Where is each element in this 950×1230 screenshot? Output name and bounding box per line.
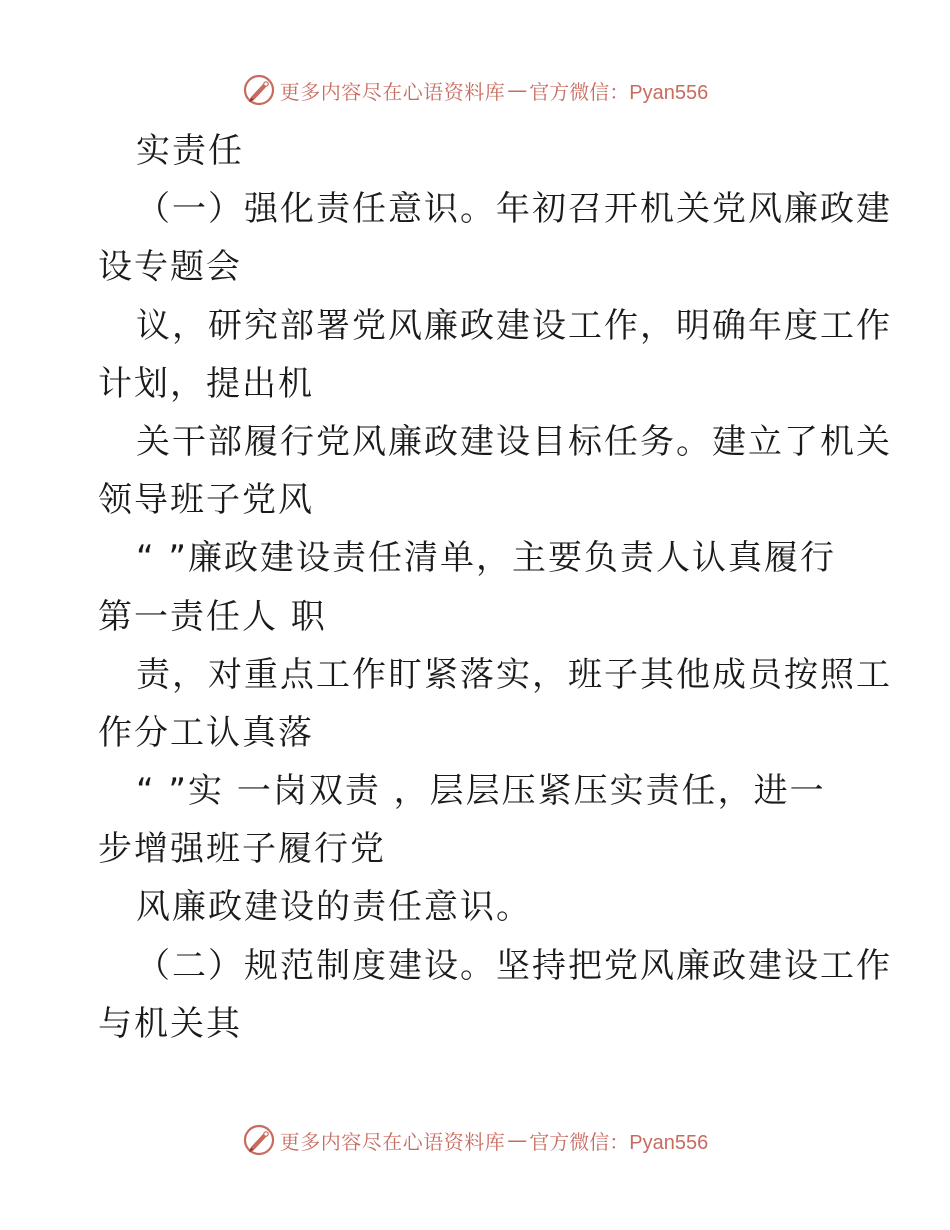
body-line: “ ”廉政建设责任清单，主要负责人认真履行 <box>136 538 837 579</box>
header-dash: — <box>507 78 528 102</box>
body-line: （一）强化责任意识。年初召开机关党风廉政建 <box>136 189 892 230</box>
body-line: 关干部履行党风廉政建设目标任务。建立了机关 <box>136 421 892 462</box>
body-line: 计划，提出机 <box>98 363 314 404</box>
body-line: 作分工认真落 <box>98 712 314 753</box>
body-line: 风廉政建设的责任意识。 <box>136 887 532 928</box>
body-line: 与机关其 <box>98 1003 242 1044</box>
body-line: 责，对重点工作盯紧落实，班子其他成员按照工 <box>136 654 892 695</box>
footer-dash: — <box>507 1128 528 1152</box>
pen-logo-icon <box>242 73 276 107</box>
body-line: 第一责任人 职 <box>98 596 327 637</box>
body-line: 领导班子党风 <box>98 480 314 521</box>
body-line: 议，研究部署党风廉政建设工作，明确年度工作 <box>136 305 892 346</box>
footer-wechat-text: 官方微信：Pyan556 <box>529 1131 709 1154</box>
body-line: 设专题会 <box>98 247 242 288</box>
body-line: （二）规范制度建设。坚持把党风廉政建设工作 <box>136 945 892 986</box>
footer-brand-text: 更多内容尽在心语资料库 <box>279 1129 506 1154</box>
header-brand-text: 更多内容尽在心语资料库 <box>279 79 506 104</box>
header-banner <box>0 70 950 110</box>
body-line: 步增强班子履行党 <box>98 829 386 870</box>
header-wechat-text: 官方微信：Pyan556 <box>529 81 709 104</box>
pen-logo-icon <box>242 1123 276 1157</box>
document-body <box>98 122 892 1053</box>
body-line: “ ”实 一岗双责 ，层层压紧压实责任，进一 <box>136 771 826 812</box>
footer-banner <box>0 1120 950 1160</box>
body-line: 实责任 <box>136 131 244 171</box>
